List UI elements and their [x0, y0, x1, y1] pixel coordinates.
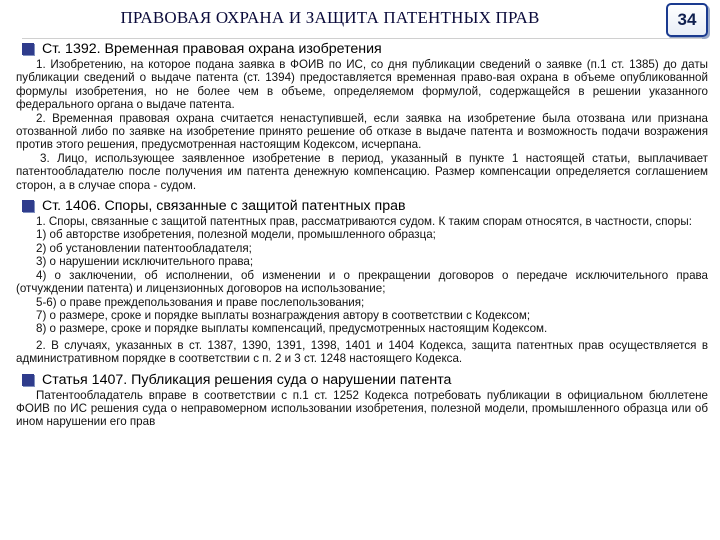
- paragraph: 3. Лицо, использующее заявленное изобретение в период, указанный в пункте 1 настоящей статьи, выплачивает патентообладателю после получения им патента денежную компенсацию. Размер компенсации определяется соглашением сторон, а в случае спора - судом.: [16, 151, 708, 192]
- slide-number-badge: [666, 3, 708, 37]
- paragraph: 1. Изобретению, на которое подана заявка в ФОИВ по ИС, со дня публикации сведений о заявке (п.1 ст. 1385) до даты публикации сведений о выдаче патента (ст. 1394) предоставляется временная право-вая охрана в объеме опубликованной формулы изобретения, но не более чем в объеме, определяемом формулой, содержащейся в решении указанного федерального органа о выдаче патента.: [16, 58, 708, 112]
- paragraph: 2. В случаях, указанных в ст. 1387, 1390, 1391, 1398, 1401 и 1404 Кодекса, защита патентных прав осуществляется в административном порядке в соответствии с п. 2 и 3 ст. 1248 настоящего Кодекса.: [16, 338, 708, 366]
- section-heading-row: [16, 371, 708, 389]
- list-item: 7) о размере, сроке и порядке выплаты вознаграждения автору в соответствии с Кодексом;: [36, 308, 531, 322]
- list-item: 4) о заключении, об исполнении, об изменении и о прекращении договоров о передаче исключительного права (отчуждении патента) и лицензионных договоров на использование;: [16, 268, 708, 296]
- square-bullet-icon: [22, 43, 34, 55]
- list-item: 1) об авторстве изобретения, полезной модели, промышленного образца;: [36, 228, 436, 242]
- square-bullet-icon: [22, 374, 34, 386]
- main-content: [16, 40, 708, 429]
- list-item: 3) о нарушении исключительного права;: [36, 255, 254, 269]
- list-item: 2) об установлении патентообладателя;: [36, 241, 252, 255]
- slide-number: 34: [677, 10, 697, 29]
- section-heading: Ст. 1392. Временная правовая охрана изобретения: [42, 41, 382, 57]
- paragraph: Патентообладатель вправе в соответствии с п.1 ст. 1252 Кодекса потребовать публикации в официальном бюллетене ФОИВ по ИС решения суда о неправомерном использовании изобретения, полезной модели, промышленного образца или об ином нарушении его прав: [16, 388, 708, 429]
- list-item: 5-6) о праве преждепользования и праве послепользования;: [36, 295, 365, 309]
- square-bullet-icon: [22, 200, 34, 212]
- section-heading-row: [16, 40, 708, 58]
- list-item: 8) о размере, сроке и порядке выплаты компенсаций, предусмотренных настоящим Кодексом.: [36, 322, 548, 336]
- section-heading: Ст. 1406. Споры, связанные с защитой патентных прав: [42, 198, 406, 215]
- title-divider: [22, 38, 702, 39]
- page-title: ПРАВОВАЯ ОХРАНА И ЗАЩИТА ПАТЕНТНЫХ ПРАВ: [120, 8, 540, 27]
- paragraph: 1. Споры, связанные с защитой патентных прав, рассматриваются судом. К таким спорам относятся, в частности, споры:: [36, 215, 692, 229]
- paragraph: 2. Временная правовая охрана считается ненаступившей, если заявка на изобретение была отозвана или признана отозванной либо по заявке на изобретение принято решение об отказе в выдаче патента и возможность подачи возражения против этого решения, предусмотренная настоящим Кодексом, исчерпана.: [16, 111, 708, 152]
- section-heading-row: [16, 197, 708, 215]
- section-heading: Статья 1407. Публикация решения суда о нарушении патента: [42, 371, 452, 388]
